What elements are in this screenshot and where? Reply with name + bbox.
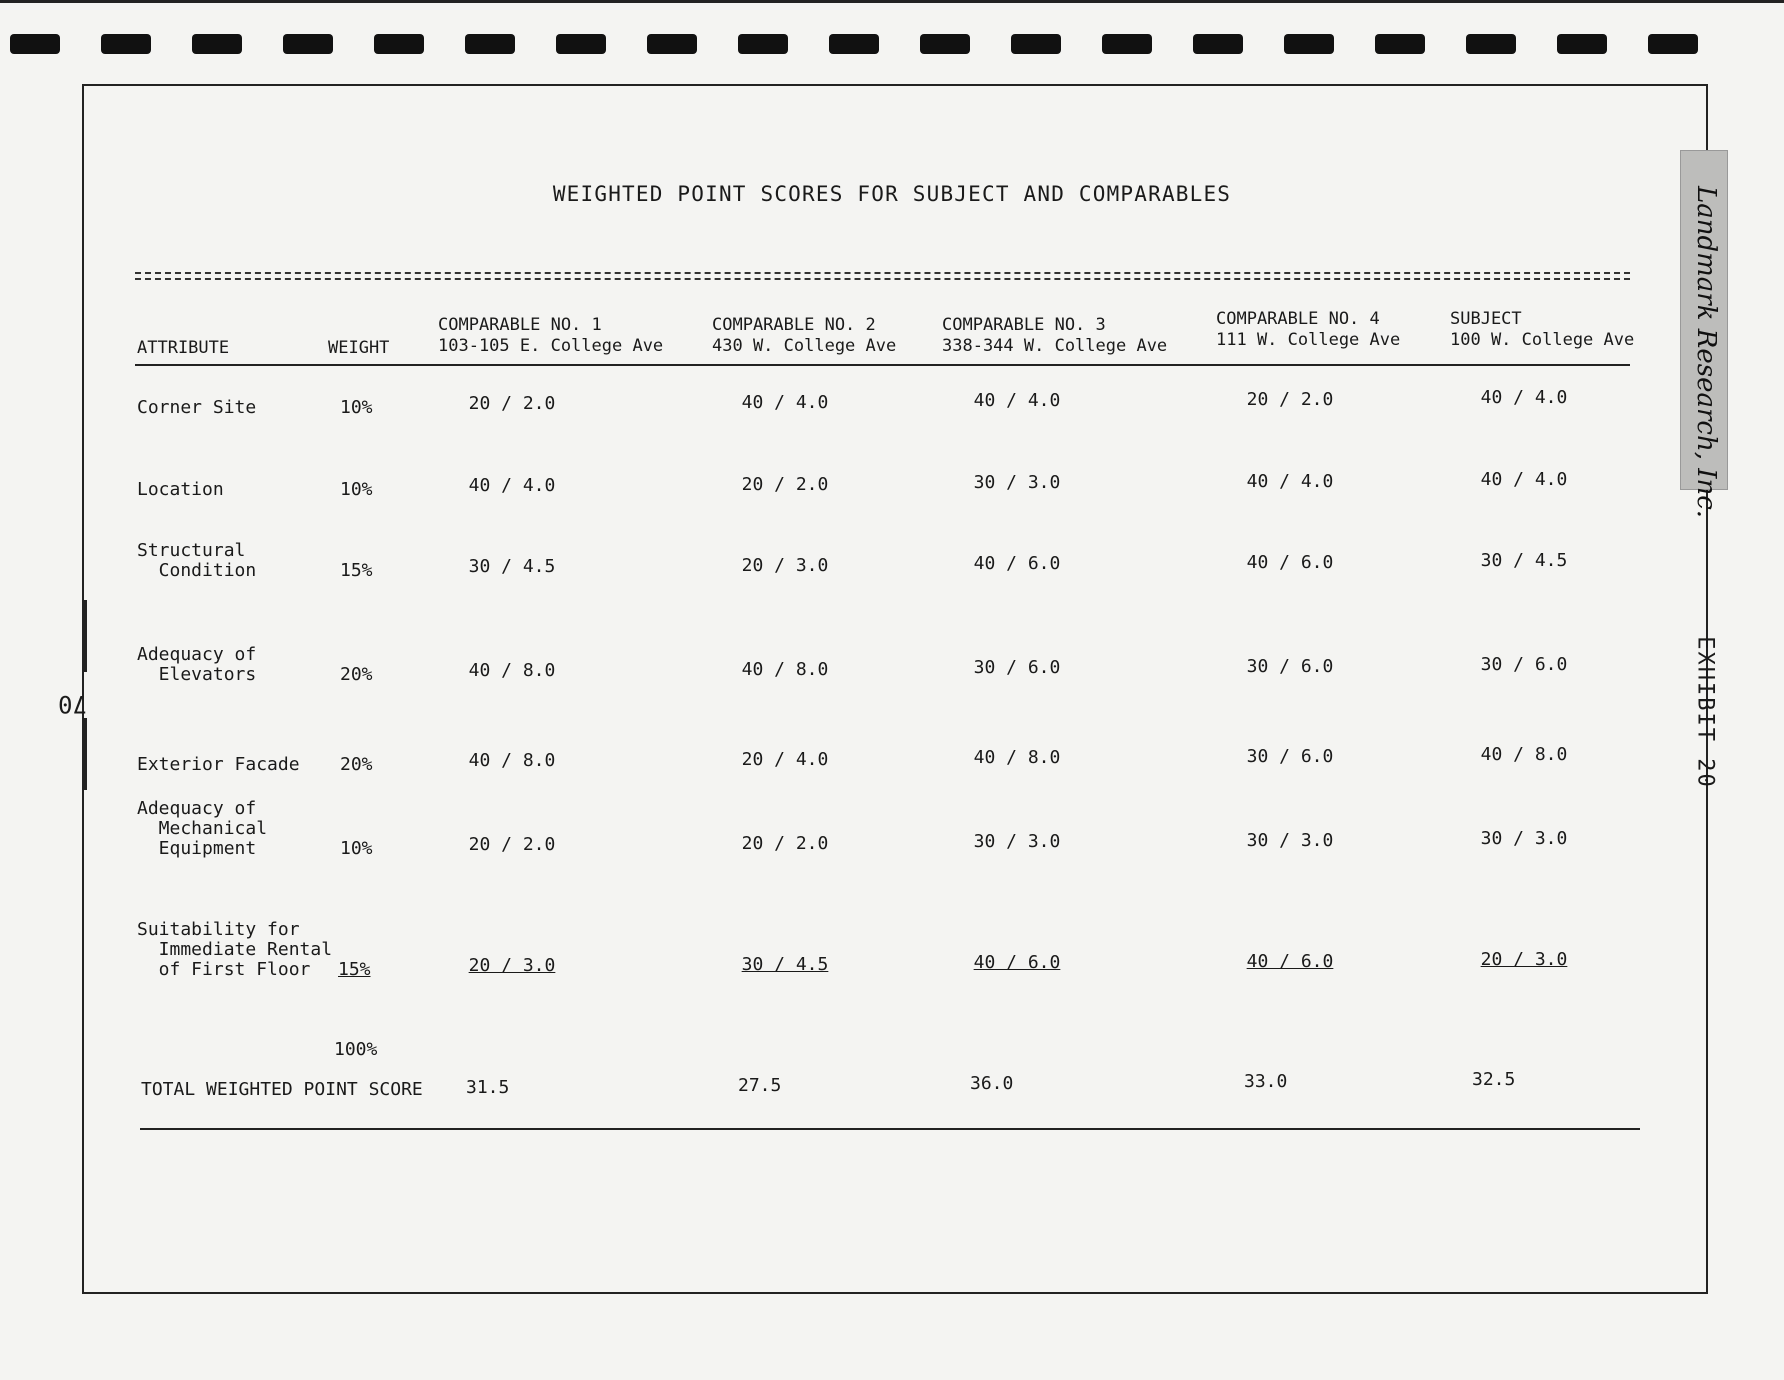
- binder-hole: [1557, 34, 1607, 54]
- row-score: 20 / 3.0: [741, 554, 829, 576]
- binder-hole: [465, 34, 515, 54]
- header-double-rule: [135, 272, 1630, 280]
- row-attribute: Adequacy of Elevators: [137, 644, 257, 685]
- row-score: 40 / 4.0: [973, 390, 1061, 411]
- header-column-4-address: 111 W. College Ave: [1216, 330, 1401, 350]
- row-weight: 10%: [340, 479, 373, 500]
- binder-hole: [1102, 34, 1152, 54]
- row-score: 40 / 6.0: [1246, 551, 1334, 573]
- row-score: 30 / 4.5: [468, 556, 556, 577]
- binder-hole: [192, 34, 242, 54]
- binder-hole: [556, 34, 606, 54]
- header-column-2-title: COMPARABLE NO. 2: [712, 315, 876, 335]
- row-weight: 20%: [340, 754, 373, 775]
- row-score: 20 / 3.0: [1480, 949, 1568, 970]
- binder-hole: [101, 34, 151, 54]
- row-weight: 20%: [340, 664, 373, 685]
- row-attribute: Structural Condition: [137, 540, 257, 581]
- row-score: 30 / 6.0: [973, 657, 1061, 678]
- binder-hole: [920, 34, 970, 54]
- row-score: 20 / 2.0: [468, 393, 556, 414]
- row-score: 40 / 8.0: [468, 750, 556, 771]
- row-weight: 15%: [338, 959, 371, 980]
- header-column-5-title: SUBJECT: [1450, 309, 1522, 329]
- row-score: 20 / 2.0: [1246, 388, 1334, 410]
- row-score: 30 / 6.0: [1246, 745, 1334, 767]
- total-value: 31.5: [466, 1077, 510, 1098]
- row-score: 40 / 4.0: [468, 475, 556, 496]
- row-score: 40 / 8.0: [741, 658, 829, 680]
- header-weight: WEIGHT: [328, 338, 390, 358]
- row-score: 40 / 4.0: [1246, 470, 1334, 492]
- binder-hole: [829, 34, 879, 54]
- binder-hole: [1011, 34, 1061, 54]
- total-value: 27.5: [738, 1075, 782, 1096]
- row-weight: 15%: [340, 560, 373, 581]
- binder-hole: [283, 34, 333, 54]
- row-score: 20 / 4.0: [741, 748, 829, 770]
- binder-hole: [1284, 34, 1334, 54]
- header-column-5-address: 100 W. College Ave: [1450, 330, 1635, 350]
- row-score: 30 / 4.5: [741, 953, 829, 975]
- row-weight: 10%: [340, 397, 373, 418]
- header-column-4-title: COMPARABLE NO. 4: [1216, 309, 1380, 329]
- total-value: 33.0: [1244, 1071, 1288, 1092]
- row-score: 40 / 4.0: [1480, 469, 1568, 490]
- page-number-line-bottom: [84, 718, 87, 790]
- row-score: 40 / 4.0: [1480, 387, 1568, 408]
- header-attribute: ATTRIBUTE: [137, 338, 230, 358]
- row-score: 40 / 8.0: [468, 660, 556, 681]
- total-value: 36.0: [970, 1073, 1014, 1094]
- header-column-3-address: 338-344 W. College Ave: [942, 336, 1168, 356]
- row-score: 20 / 2.0: [741, 473, 829, 495]
- row-attribute: Suitability for Immediate Rental of First Floor: [137, 919, 333, 980]
- row-attribute: Corner Site: [137, 397, 257, 418]
- binder-hole: [1193, 34, 1243, 54]
- row-score: 40 / 6.0: [973, 553, 1061, 574]
- row-score: 30 / 6.0: [1246, 655, 1334, 677]
- row-score: 30 / 3.0: [973, 831, 1061, 852]
- row-score: 30 / 6.0: [1480, 654, 1568, 675]
- page-title: WEIGHTED POINT SCORES FOR SUBJECT AND COMPARABLES: [552, 182, 1232, 206]
- total-value: 32.5: [1472, 1069, 1516, 1090]
- header-column-2-address: 430 W. College Ave: [712, 336, 897, 356]
- binder-hole: [1648, 34, 1698, 54]
- row-score: 40 / 6.0: [973, 952, 1061, 973]
- binder-hole: [647, 34, 697, 54]
- row-score: 20 / 2.0: [468, 834, 556, 855]
- row-attribute: Location: [137, 479, 224, 500]
- row-attribute: Exterior Facade: [137, 754, 300, 775]
- row-score: 40 / 4.0: [741, 391, 829, 413]
- row-score: 40 / 8.0: [973, 747, 1061, 768]
- binder-hole: [1375, 34, 1425, 54]
- row-score: 20 / 2.0: [741, 832, 829, 854]
- row-score: 30 / 3.0: [1246, 829, 1334, 851]
- table-bottom-rule: [140, 1128, 1640, 1130]
- row-attribute: Adequacy of Mechanical Equipment: [137, 798, 268, 859]
- row-score: 40 / 8.0: [1480, 744, 1568, 765]
- exhibit-frame: [82, 84, 1708, 1294]
- binder-hole: [1466, 34, 1516, 54]
- row-score: 40 / 6.0: [1246, 950, 1334, 972]
- row-score: 20 / 3.0: [468, 955, 556, 976]
- page-number-line-top: [84, 600, 87, 672]
- exhibit-label: EXHIBIT 20: [1692, 636, 1718, 789]
- row-score: 30 / 3.0: [1480, 828, 1568, 849]
- header-column-3-title: COMPARABLE NO. 3: [942, 315, 1106, 335]
- total-label: TOTAL WEIGHTED POINT SCORE: [141, 1079, 423, 1100]
- binder-hole: [10, 34, 60, 54]
- tab-label: Landmark Research, Inc.: [1691, 186, 1721, 519]
- binder-hole: [374, 34, 424, 54]
- top-edge-rule: [0, 0, 1784, 3]
- weight-total: 100%: [334, 1039, 378, 1060]
- header-underline: [135, 364, 1630, 366]
- header-column-1-title: COMPARABLE NO. 1: [438, 315, 602, 335]
- header-column-1-address: 103-105 E. College Ave: [438, 336, 664, 356]
- row-weight: 10%: [340, 838, 373, 859]
- binder-hole: [738, 34, 788, 54]
- row-score: 30 / 4.5: [1480, 550, 1568, 571]
- page-number: 70: [58, 690, 87, 718]
- row-score: 30 / 3.0: [973, 472, 1061, 493]
- binder-holes: [0, 34, 1784, 54]
